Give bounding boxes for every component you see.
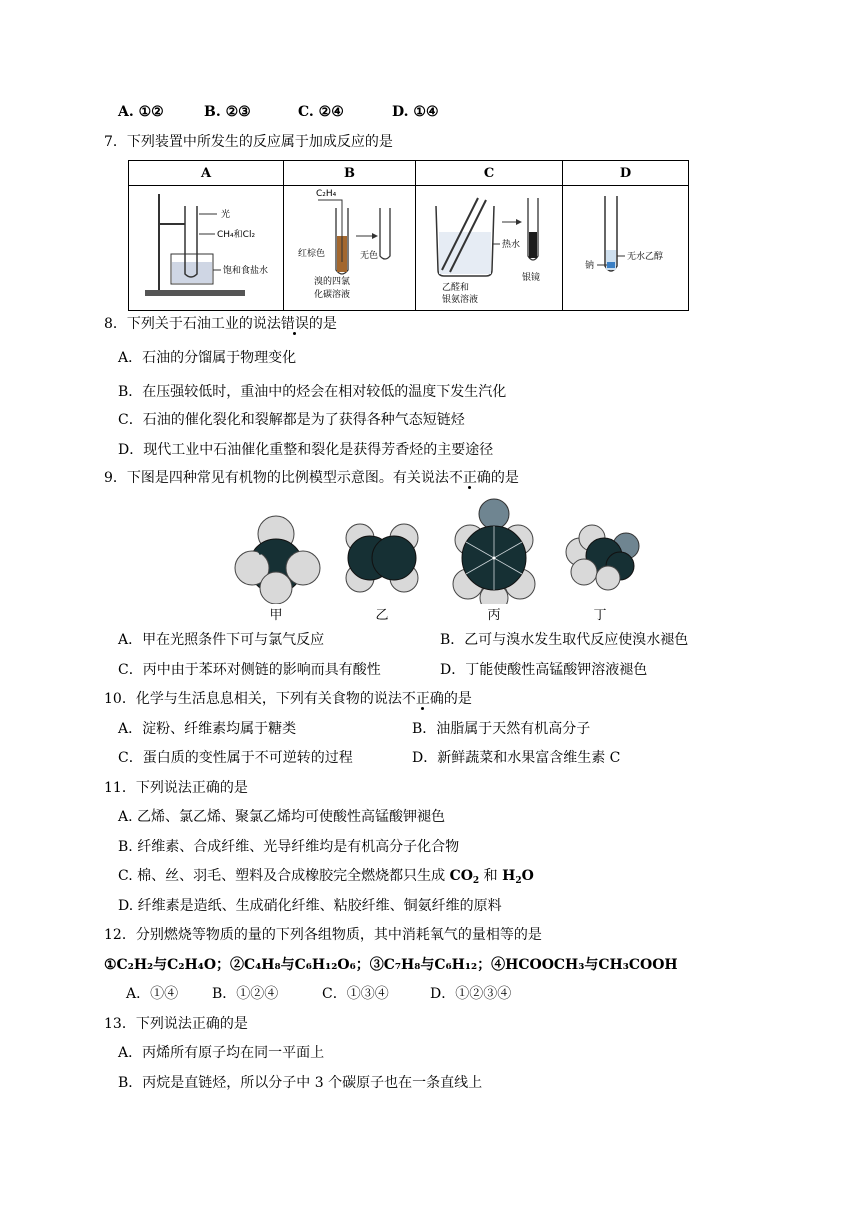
model-label-yi: 乙 [375, 608, 389, 623]
label-br2-ccl4-2: 化碳溶液 [314, 290, 351, 300]
q9-stem-emphasis: 不正确 [448, 470, 491, 486]
q10-stem-pre: 10．化学与生活息息相关，下列有关食物的说法 [104, 691, 402, 707]
q6-option-b: B. ②③ [204, 104, 251, 120]
q8-option-a: A．石油的分馏属于物理变化 [118, 350, 297, 366]
apparatus-b [284, 186, 416, 311]
q11-option-c: C. 棉、丝、羽毛、塑料及合成橡胶完全燃烧都只生成 $CO_2$ 和 $H_2O$ [118, 868, 534, 886]
apparatus-b-diagram [284, 186, 415, 306]
label-aldehyde-1: 乙醛和 [442, 283, 470, 293]
benzene-model [453, 499, 535, 604]
col-header-c: C [416, 161, 563, 186]
apparatus-c-diagram [416, 186, 562, 306]
q8-stem-emphasis: 错误 [280, 316, 309, 332]
q9-option-c: C．丙中由于苯环对侧链的影响而具有酸性 [118, 662, 381, 678]
q9-stem-post: 的是 [490, 470, 519, 486]
q10-option-b: B．油脂属于天然有机高分子 [412, 721, 591, 737]
apparatus-d [563, 186, 689, 311]
q11-stem: 11．下列说法正确的是 [104, 780, 248, 796]
q12-groups: ①C₂H₂与C₂H₄O；②C₄H₈与C₆H₁₂O₆；③C₇H₈与C₆H₁₂；④HCOOCH₃与CH₃COOH [104, 957, 678, 973]
q7-stem: 7．下列装置中所发生的反应属于加成反应的是 [104, 134, 393, 150]
q11-option-c-text: C. 棉、丝、羽毛、塑料及合成橡胶完全燃烧都只生成 [118, 868, 450, 884]
label-ch4-cl2: CH₄和Cl₂ [217, 230, 256, 240]
label-anhydrous-ethanol: 无水乙醇 [627, 252, 664, 262]
q8-option-b: B．在压强较低时，重油中的烃会在相对较低的温度下发生汽化 [118, 384, 507, 400]
label-colorless: 无色 [360, 251, 379, 261]
label-aldehyde-2: 银氨溶液 [442, 295, 479, 305]
label-hot-water: 热水 [502, 240, 521, 250]
q11-option-a: A. 乙烯、氯乙烯、聚氯乙烯均可使酸性高锰酸钾褪色 [118, 809, 446, 825]
q11-option-b: B. 纤维素、合成纤维、光导纤维均是有机高分子化合物 [118, 839, 460, 855]
q6-option-d: D. ①④ [392, 104, 439, 120]
q8-stem-post: 的是 [308, 316, 337, 332]
methane-model [235, 516, 320, 604]
col-header-a: A [129, 161, 284, 186]
label-silver-mirror: 银镜 [522, 273, 541, 283]
q9-stem-pre: 9．下图是四种常见有机物的比例模型示意图。有关说法 [104, 470, 449, 486]
q10-stem [104, 689, 472, 709]
q10-option-a: A．淀粉、纤维素均属于糖类 [118, 721, 297, 737]
col-header-d: D [563, 161, 689, 186]
q13-stem: 13．下列说法正确的是 [104, 1016, 248, 1032]
ethylene-model [346, 524, 418, 592]
q12-stem: 12．分别燃烧等物质的量的下列各组物质，其中消耗氧气的量相等的是 [104, 927, 542, 943]
apparatus-d-diagram [563, 186, 688, 306]
q10-stem-post: 的是 [443, 691, 472, 707]
apparatus-a-diagram [129, 186, 283, 306]
q9-option-a: A．甲在光照条件下可与氯气反应 [118, 632, 325, 648]
label-sodium: 钠 [585, 261, 595, 271]
apparatus-a [129, 186, 284, 311]
model-label-jia: 甲 [269, 608, 283, 623]
label-br2-ccl4-1: 溴的四氯 [314, 277, 351, 287]
q8-option-c: C．石油的催化裂化和裂解都是为了获得各种气态短链烃 [118, 412, 465, 428]
q6-option-c: C. ②④ [298, 104, 344, 120]
molecule-models [228, 494, 658, 604]
q10-option-c: C．蛋白质的变性属于不可逆转的过程 [118, 750, 353, 766]
apparatus-c [416, 186, 563, 311]
acetic-acid-model [566, 525, 639, 590]
q12-option-d: D．①②③④ [430, 986, 512, 1002]
q11-option-d: D. 纤维素是造纸、生成硝化纤维、粘胶纤维、铜氨纤维的原料 [118, 898, 502, 914]
model-label-ding: 丁 [593, 608, 607, 623]
q9-option-d: D．丁能使酸性高锰酸钾溶液褪色 [440, 662, 648, 678]
q8-stem [104, 314, 337, 334]
q10-stem-emphasis: 不正确 [401, 691, 444, 707]
q8-option-d: D．现代工业中石油催化重整和裂化是获得芳香烃的主要途径 [118, 442, 494, 458]
q13-option-b: B．丙烷是直链烃，所以分子中 3 个碳原子也在一条直线上 [118, 1075, 483, 1091]
label-c2h4: C₂H₄ [316, 189, 337, 199]
q12-option-c: C．①③④ [322, 986, 389, 1002]
q12-option-a: A．①④ [126, 986, 179, 1002]
col-header-b: B [284, 161, 416, 186]
apparatus-table [128, 160, 689, 311]
model-label-bing: 丙 [487, 608, 501, 623]
q11-option-c-and: 和 [479, 868, 503, 884]
q10-option-d: D．新鲜蔬菜和水果富含维生素 C [412, 750, 621, 766]
label-red-brown: 红棕色 [298, 249, 326, 259]
q9-option-b: B．乙可与溴水发生取代反应使溴水褪色 [440, 632, 689, 648]
q9-stem [104, 468, 519, 488]
q13-option-a: A．丙烯所有原子均在同一平面上 [118, 1045, 325, 1061]
q12-option-b: B．①②④ [212, 986, 279, 1002]
q8-stem-pre: 8．下列关于石油工业的说法 [104, 316, 281, 332]
label-brine: 饱和食盐水 [223, 266, 269, 276]
q6-option-a: A. ①② [118, 104, 164, 120]
label-light: 光 [221, 210, 231, 220]
